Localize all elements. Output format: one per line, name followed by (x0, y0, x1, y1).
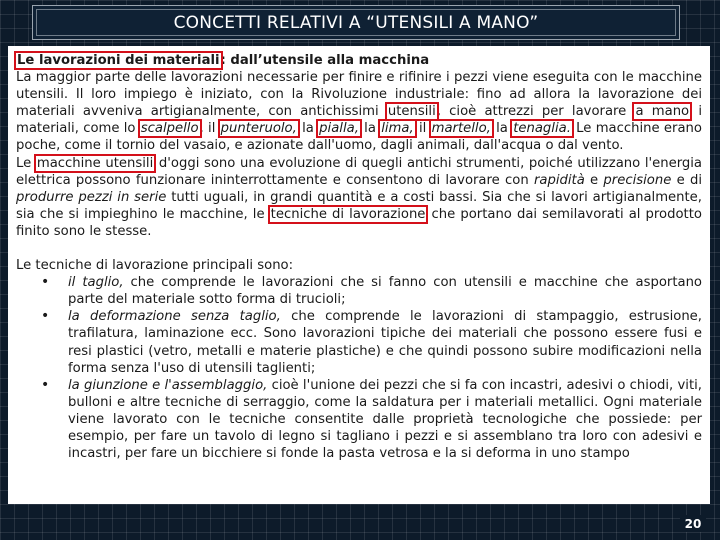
text-run: tutti uguali, in grandi quantità e a costi bassi. Sia che si lavori artigianalmente, sia che si impieghino le macchine, le (16, 189, 702, 222)
slide-title: CONCETTI RELATIVI A “UTENSILI A MANO” (173, 12, 539, 33)
page-number: 20 (680, 515, 706, 532)
italic-run: produrre pezzi in serie (16, 189, 167, 205)
paragraph-2 (16, 155, 702, 240)
list-item-text: che comprende le lavorazioni di stampaggio, estrusione, trafilatura, laminazione ecc. Sono lavorazioni tipiche dei materiali che possono essere fusi e resi plastici (vetro, metalli e materie plastiche) e che quindi possono subire modificazioni nella forma senza l'uso di utensili taglienti; (68, 309, 702, 376)
highlight-utensili: utensili (387, 104, 436, 120)
text-run: d'oggi sono una evoluzione di quegli antichi strumenti, poiché utilizzano l'energia elettrica possono funzionare ininterrottamente e consentono di lavorare con (16, 155, 703, 188)
text-run: , cioè attrezzi per lavorare (436, 104, 635, 120)
text-run: , il (199, 121, 220, 137)
text-run: la (491, 121, 513, 137)
heading-rest: : dall’utensile alla macchina (220, 53, 430, 68)
list-item-text: che comprende le lavorazioni che si fanno con utensili e macchine che asportano parte del materiale sotto forma di trucioli; (68, 275, 703, 308)
highlight-macchine-utensili: macchine utensili (36, 155, 154, 171)
list-item (68, 377, 702, 462)
list-item (68, 274, 702, 308)
text-run: Le macchine erano poche, come il tornio del vasaio, e azionate dall'uomo, dagli animali, dall'acqua o dal vento. (16, 121, 702, 154)
highlight-a-mano: a mano (635, 104, 690, 120)
text-run: la (359, 121, 381, 137)
highlight-lima: lima, (381, 121, 414, 137)
section-heading (16, 52, 702, 69)
text-run: e di (671, 172, 702, 188)
paragraph-1 (16, 69, 702, 154)
highlight-scalpello: scalpello (140, 121, 199, 137)
list-item-term: il taglio, (68, 275, 124, 291)
text-run: e (584, 172, 604, 188)
techniques-list (16, 274, 702, 462)
list-item-term: la giunzione e l'assemblaggio, (68, 377, 268, 393)
text-run: i materiali, come lo (16, 104, 702, 137)
heading-highlight: Le lavorazioni dei materiali (17, 53, 220, 68)
text-run: La maggior parte delle lavorazioni necessarie per finire e rifinire i pezzi viene eseguita con le macchine utensili. Il loro impiego è iniziato, con la Rivoluzione industriale: fino ad allora la lavorazione dei materiali avveniva artigianalmente, con antichissimi (16, 70, 702, 120)
list-intro: Le tecniche di lavorazione principali sono: (16, 258, 294, 274)
highlight-pialla: pialla, (319, 121, 359, 137)
highlight-tecniche: tecniche di lavorazione (270, 206, 426, 222)
text-run: la (297, 121, 319, 137)
list-item-term: la deformazione senza taglio, (68, 309, 281, 325)
highlight-tenaglia: tenaglia. (513, 121, 571, 137)
highlight-punteruolo: punteruolo, (220, 121, 297, 137)
italic-run: rapidità (533, 172, 585, 188)
list-item (68, 308, 702, 376)
slide-title-box (32, 5, 680, 40)
text-run: il (414, 121, 431, 137)
italic-run: precisione (603, 172, 672, 188)
text-run: che portano dai semilavorati al prodotto finito sono le stesse. (16, 206, 702, 239)
text-run: Le (16, 155, 36, 171)
highlight-martello: martello, (431, 121, 491, 137)
list-item-text: cioè l'unione dei pezzi che si fa con incastri, adesivi o chiodi, viti, bulloni e altre tecniche di serraggio, come la saldatura per i materiali metallici. Ogni materiale viene lavorato con le tecniche consentite dalle proprietà tecnologiche che possiede: per esempio, per fare un tavolo di legno si tagliano i pezzi e si assemblano tra loro con adesivi e incastri, per fare un bicchiere si fonde la pasta vetrosa e la si deforma in uno stampo (68, 377, 702, 462)
spacer (16, 240, 702, 257)
document-page (8, 46, 710, 504)
